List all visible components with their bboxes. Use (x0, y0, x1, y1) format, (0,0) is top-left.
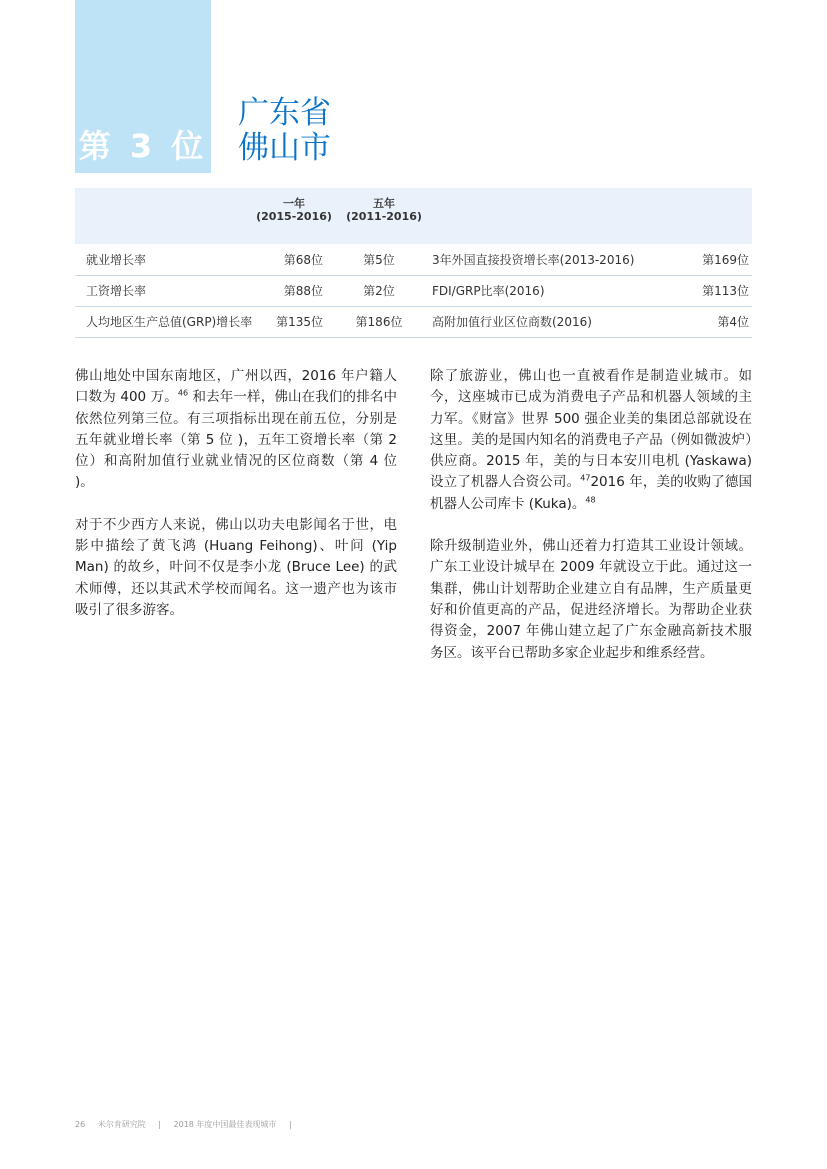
left-column (75, 366, 397, 642)
footer-separator: | (158, 1120, 161, 1129)
one-year-rank: 第135位 (276, 315, 323, 329)
page-footer (75, 1119, 302, 1130)
five-year-rank: 第5位 (363, 252, 395, 267)
footnote-ref: 46 (177, 388, 189, 398)
rank-2: 第113位 (702, 284, 749, 298)
one-year-rank: 第88位 (283, 284, 323, 298)
header-one-year: 一年 (2015-2016) (256, 196, 332, 223)
footer-report: 2018 年度中国最佳表现城市 (173, 1120, 277, 1129)
five-year-rank: 第2位 (363, 284, 395, 298)
city-name: 佛山市 (238, 130, 331, 166)
right-paragraph-1: 除了旅游业，佛山也一直被看作是制造业城市。如今，这座城市已成为消费电子产品和机器人领域的主力军。《财富》世界 500 强企业美的集团总部就设在这里。美的是国内知名的消费电子产品（例如微波炉）供应商。2015 年，美的与日本安川电机 (Yaskawa) 设立了机器人合资公司。$^{47}$2016 年，美的收购了德国机器人公司库卡 (Kuka)。$^{48}$ (430, 368, 753, 512)
rank-2: 第169位 (702, 252, 749, 267)
rank-2: 第4位 (717, 315, 749, 329)
row-label: 就业增长率 (86, 252, 147, 267)
row-label: 工资增长率 (86, 284, 147, 298)
footnote-ref: 47 (580, 473, 591, 483)
footnote-ref: 48 (585, 495, 596, 505)
header-five-year: 五年 (2011-2016) (346, 196, 422, 223)
page-number: 26 (75, 1120, 86, 1129)
one-year-rank: 第68位 (283, 252, 323, 267)
row-label: 人均地区生产总值(GRP)增长率 (86, 315, 253, 329)
row-label-2: 高附加值行业区位商数(2016) (432, 315, 592, 329)
right-column (430, 366, 752, 685)
left-paragraph-1: 佛山地处中国东南地区，广州以西，2016 年户籍人口数为 400 万。$^{46}$ 和去年一样，佛山在我们的排名中依然位列第三位。有三项指标出现在前五位，分别是五年就业增长率（第 5 位 )，五年工资增长率（第 2 位）和高附加值行业就业情况的区位商数（第 4 位 )。 (75, 368, 397, 491)
left-paragraph-2: 对于不少西方人来说，佛山以功夫电影闻名于世，电影中描绘了黄飞鸿 (Huang Feihong)、叶问 (Yip Man) 的故乡，叶问不仅是李小龙 (Bruce Lee) 的武术师傅，还以其武术学校而闻名。这一遗产也为该市吸引了很多游客。 (75, 516, 397, 618)
rank-label: 第 3 位 (78, 127, 208, 165)
rankings-table (75, 188, 752, 338)
row-label-2: 3年外国直接投资增长率(2013-2016) (432, 252, 635, 267)
right-paragraph-2: 除升级制造业外，佛山还着力打造其工业设计领域。广东工业设计城早在 2009 年就设立于此。通过这一集群，佛山计划帮助企业建立自有品牌，生产质量更好和价值更高的产品，促进经济增长。为帮助企业获得资金，2007 年佛山建立起了广东金融高新技术服务区。该平台已帮助多家企业起步和维系经营。 (430, 538, 752, 661)
five-year-rank: 第186位 (355, 315, 403, 329)
rank-box (75, 0, 211, 173)
table-row (75, 244, 752, 275)
footer-org: 米尔肯研究院 (97, 1120, 146, 1129)
footer-separator: | (288, 1120, 292, 1129)
row-label-2: FDI/GRP比率(2016) (432, 284, 545, 298)
table-row (75, 306, 752, 337)
city-title (238, 96, 331, 166)
table-header-row (75, 188, 752, 231)
province-name: 广东省 (238, 95, 331, 131)
table-row (75, 275, 752, 306)
